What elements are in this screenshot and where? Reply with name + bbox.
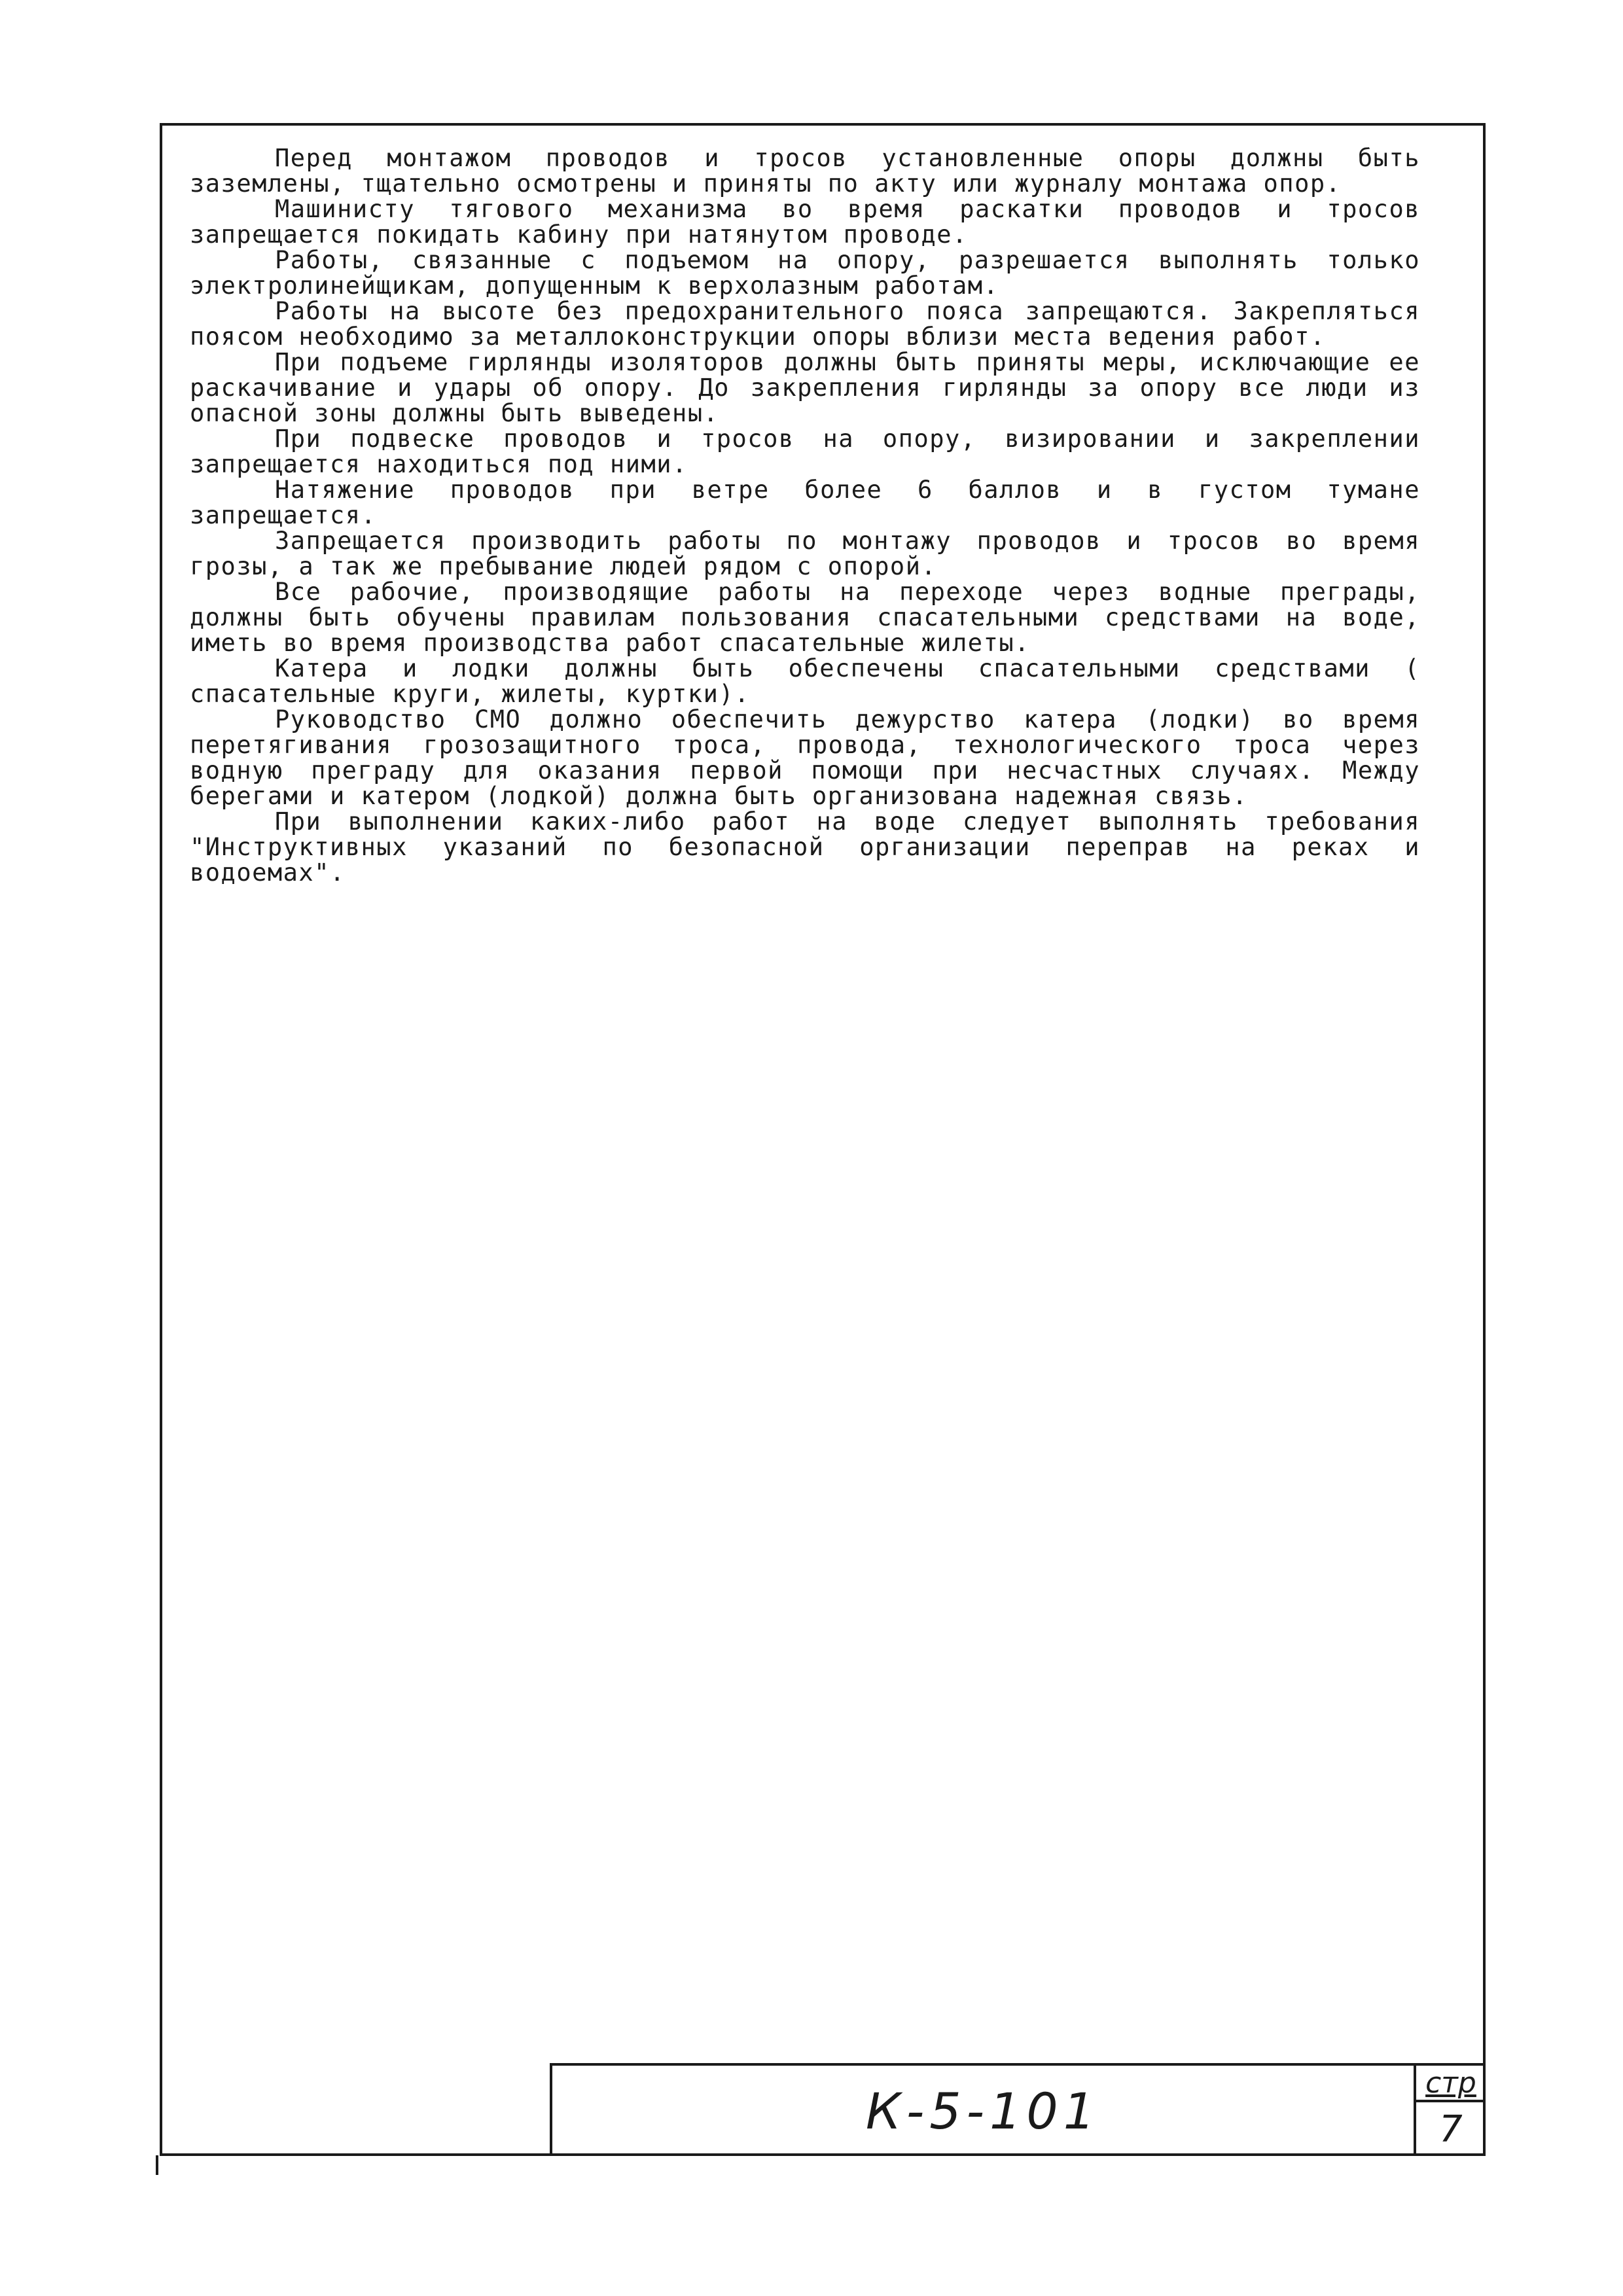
page-label: стр: [1416, 2066, 1486, 2102]
paragraph: Натяжение проводов при ветре более 6 баллов и в густом тумане запрещается.: [190, 476, 1420, 529]
paragraph: При подъеме гирлянды изоляторов должны быть приняты меры, исключающие ее раскачивание и удары об опору. До закрепления гирлянды за опору все люди из опасной зоны должны быть выведены.: [190, 348, 1420, 427]
paragraph: Все рабочие, производящие работы на переходе через водные преграды, должны быть обучены правилам пользования спасательными средствами на воде, иметь во время производства работ спасательные жилеты.: [190, 578, 1420, 657]
paragraph: Руководство СМО должно обеспечить дежурство катера (лодки) во время перетягивания грозозащитного троса, провода, технологического троса через водную преграду для оказания первой помощи при несчастных случаях. Между берегами и катером (лодкой) должна быть организована надежная связь.: [190, 705, 1420, 810]
paragraph: Перед монтажом проводов и тросов установленные опоры должны быть заземлены, тщательно осмотрены и приняты по акту или журналу монтажа опор.: [190, 144, 1420, 198]
document-code: К-5-101: [865, 2081, 1101, 2140]
paragraph: Машинисту тягового механизма во время раскатки проводов и тросов запрещается покидать кабину при натянутом проводе.: [190, 195, 1420, 249]
title-block: [550, 2063, 1486, 2156]
page-cell: [1414, 2066, 1486, 2156]
paragraph: При выполнении каких-либо работ на воде следует выполнять требования "Инструктивных указаний по безопасной организации переправ на реках и водоемах".: [190, 807, 1420, 887]
body-text: [190, 145, 1420, 885]
sheet-cut-mark: [156, 2155, 158, 2175]
paragraph: Работы на высоте без предохранительного пояса запрещаются. Закрепляться поясом необходимо за металлоконструкции опоры вблизи места ведения работ.: [190, 297, 1420, 351]
paragraph: Катера и лодки должны быть обеспечены спасательными средствами ( спасательные круги, жилеты, куртки).: [190, 654, 1420, 708]
paragraph: Работы, связанные с подъемом на опору, разрешается выполнять только электролинейщикам, допущенным к верхолазным работам.: [190, 246, 1420, 300]
page-number: 7: [1439, 2108, 1463, 2151]
paragraph: Запрещается производить работы по монтажу проводов и тросов во время грозы, а так же пребывание людей рядом с опорой.: [190, 527, 1420, 580]
paragraph: При подвеске проводов и тросов на опору, визировании и закреплении запрещается находиться под ними.: [190, 425, 1420, 478]
